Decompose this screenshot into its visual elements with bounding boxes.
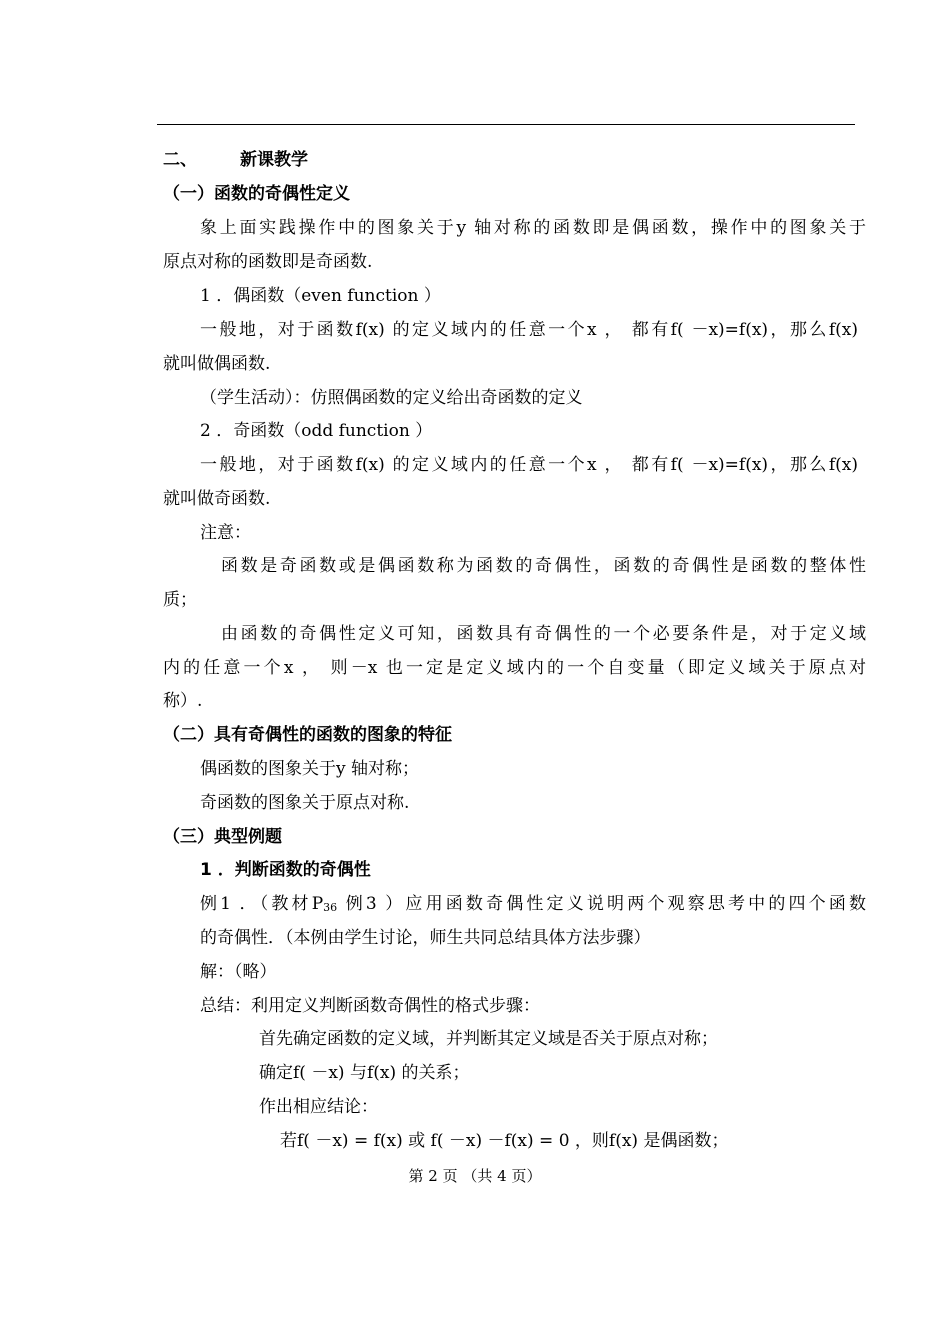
student-activity: （学生活动）：仿照偶函数的定义给出奇函数的定义 xyxy=(200,388,583,408)
example1-page-subscript: 36 xyxy=(323,901,338,914)
part1-heading: （一）函数的奇偶性定义 xyxy=(163,184,350,204)
even-function-title: 1 ．偶函数（even function ） xyxy=(200,286,441,306)
step3-even-case: 若f( －x) = f(x) 或 f( －x) －f(x) = 0 ，则f(x) 是偶函数； xyxy=(280,1131,729,1151)
part1-intro-line2: 原点对称的函数即是奇函数. xyxy=(163,252,373,272)
note1-line2: 质； xyxy=(163,590,197,610)
even-definition-line2: 就叫做偶函数. xyxy=(163,354,271,374)
example1-prefix: 例1 ．（教材P xyxy=(200,894,324,914)
odd-function-title: 2 ．奇函数（odd function ） xyxy=(200,421,433,441)
solution-line: 解：（略） xyxy=(200,962,277,982)
odd-definition-line1: 一般地，对于函数f(x) 的定义域内的任意一个x ， 都有f( －x)=f(x)，那么f(x) xyxy=(200,455,858,475)
step2-line: 确定f( －x) 与f(x) 的关系； xyxy=(259,1063,470,1083)
part1-intro-line1: 象上面实践操作中的图象关于y 轴对称的函数即是偶函数，操作中的图象关于 xyxy=(200,218,866,238)
note2-line2: 内的任意一个x ， 则－x 也一定是定义域内的一个自变量（即定义域关于原点对 xyxy=(163,658,866,678)
note-label: 注意： xyxy=(200,523,251,543)
odd-definition-line2: 就叫做奇函数. xyxy=(163,489,271,509)
section-title: 新课教学 xyxy=(240,150,308,170)
step3-line: 作出相应结论： xyxy=(259,1097,378,1117)
example1-suffix: 例3 ）应用函数奇偶性定义说明两个观察思考中的四个函数 xyxy=(337,894,866,914)
header-rule xyxy=(157,124,855,125)
note2-line1: 由函数的奇偶性定义可知，函数具有奇偶性的一个必要条件是，对于定义域 xyxy=(221,624,866,644)
part2-line1: 偶函数的图象关于y 轴对称； xyxy=(200,759,420,779)
note1-line1: 函数是奇函数或是偶函数称为函数的奇偶性，函数的奇偶性是函数的整体性 xyxy=(221,556,866,576)
part2-line2: 奇函数的图象关于原点对称. xyxy=(200,793,410,813)
example1-line2: 的奇偶性．（本例由学生讨论，师生共同总结具体方法步骤） xyxy=(200,928,651,948)
example1-line1 xyxy=(200,892,866,920)
summary-line: 总结：利用定义判断函数奇偶性的格式步骤： xyxy=(200,996,540,1016)
part3-heading: （三）典型例题 xyxy=(163,827,282,847)
note2-line3: 称）. xyxy=(163,691,203,711)
even-definition-line1: 一般地，对于函数f(x) 的定义域内的任意一个x ， 都有f( －x)=f(x)，那么f(x) xyxy=(200,320,858,340)
part3-subheading: 1 ．判断函数的奇偶性 xyxy=(200,860,371,880)
part2-heading: （二）具有奇偶性的函数的图象的特征 xyxy=(163,725,452,745)
page-footer: 第 2 页 （共 4 页） xyxy=(408,1167,542,1185)
step1-line: 首先确定函数的定义域，并判断其定义域是否关于原点对称； xyxy=(259,1029,718,1049)
section-number: 二、 xyxy=(163,150,197,170)
